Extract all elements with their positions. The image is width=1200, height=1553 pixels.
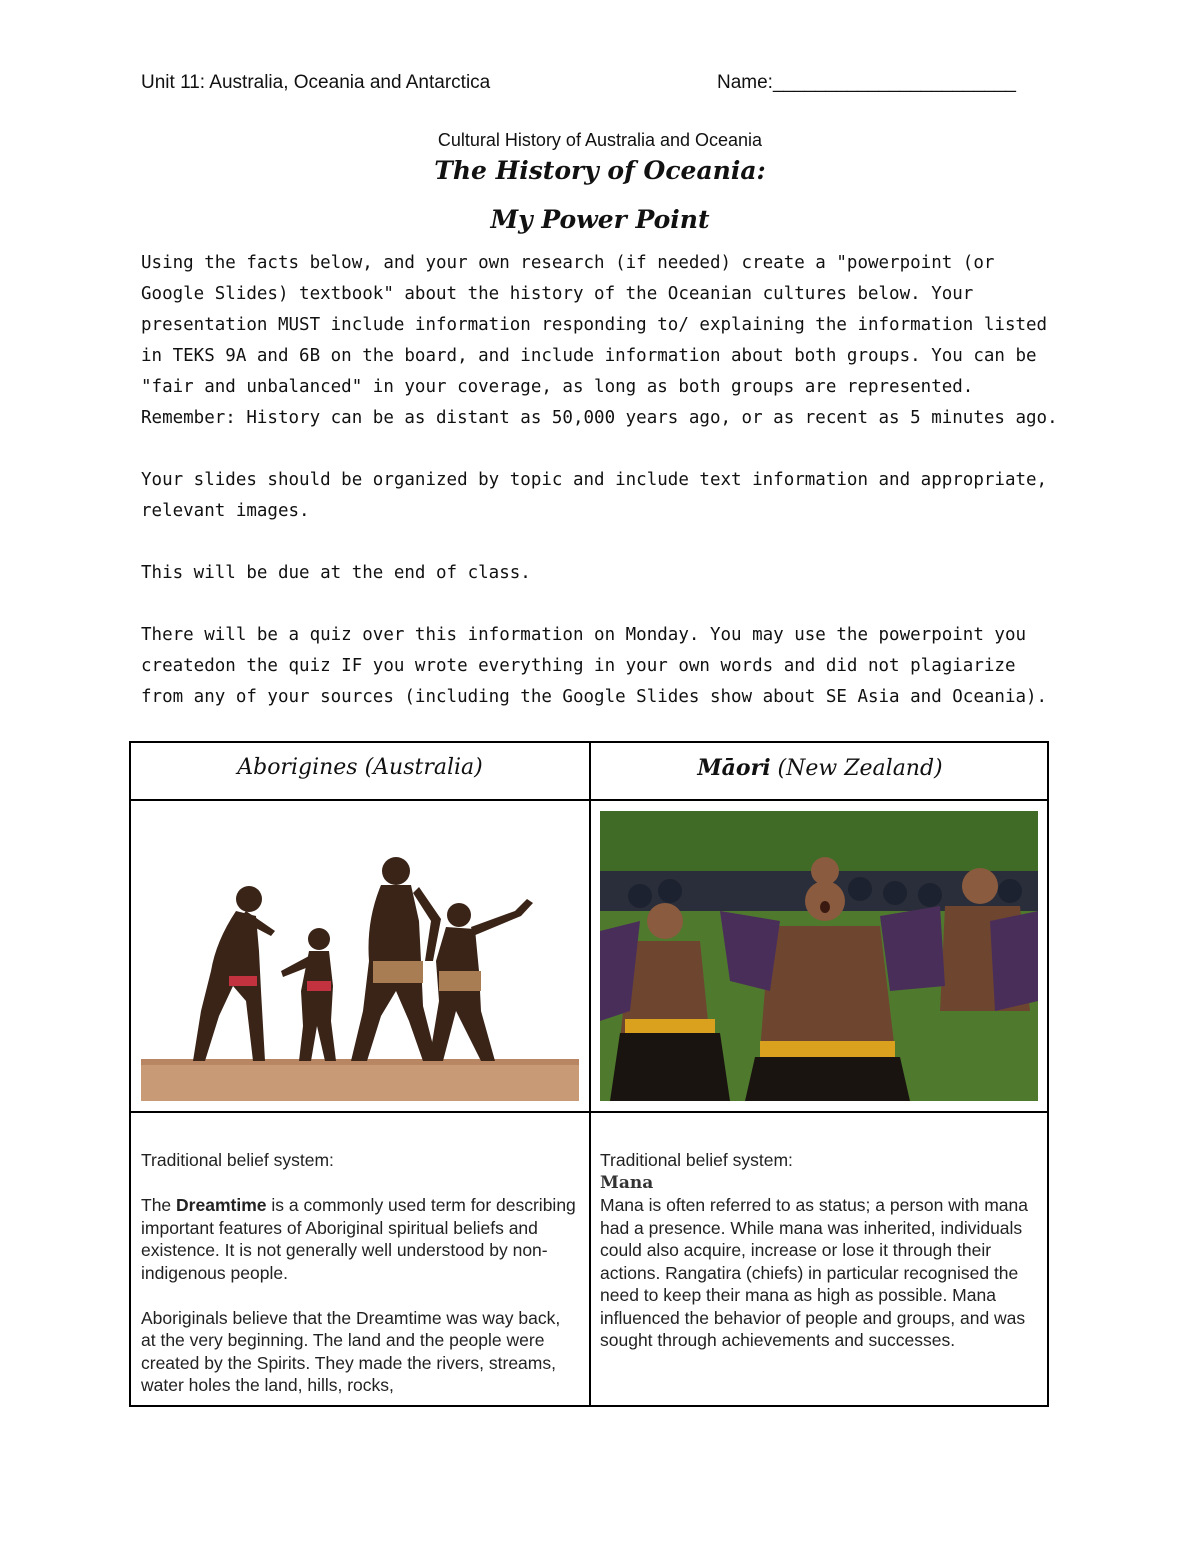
maori-haka-photo bbox=[600, 811, 1038, 1101]
document-title: The History of Oceania: bbox=[434, 156, 766, 185]
maori-heading-rest: (New Zealand) bbox=[770, 756, 943, 781]
instructions-paragraph-3: This will be due at the end of class. bbox=[141, 563, 531, 583]
dreamtime-term: Dreamtime bbox=[176, 1195, 267, 1215]
table-divider-images bbox=[131, 1111, 1047, 1113]
aborigines-belief-label: Traditional belief system: bbox=[141, 1150, 334, 1170]
aboriginal-dancers-photo bbox=[141, 811, 579, 1101]
instructions-paragraph-2: Your slides should be organized by topic and include text information and appropriate, relevant images. bbox=[141, 470, 1048, 521]
unit-header: Unit 11: Australia, Oceania and Antarctica bbox=[141, 72, 491, 93]
document-subtitle: Cultural History of Australia and Oceania bbox=[437, 130, 763, 150]
column-heading-aborigines: Aborigines (Australia) bbox=[237, 755, 483, 780]
instructions-paragraph-1: Using the facts below, and your own research (if needed) create a "powerpoint (or Google Slides) textbook" about the history of the Oceanian cultures below. Your presentation MUST include information responding to/ explaining the information listed in TEKS 9A and 6B on the board, and include information about both groups. You can be "fair and unbalanced" in your coverage, as long as both groups are represented. Remember: History can be as distant as 50,000 years ago, or as recent as 5 minutes ago. bbox=[141, 253, 1058, 428]
document-title-line2: My Power Point bbox=[490, 205, 710, 234]
table-divider-vertical bbox=[589, 743, 591, 1405]
aborigines-paragraph-1 bbox=[141, 1194, 579, 1284]
aborigines-paragraph-2: Aboriginals believe that the Dreamtime was way back, at the very beginning. The land and the people were created by the Spirits. They made the rivers, streams, water holes the land, hills, rocks, bbox=[141, 1307, 561, 1395]
dreamtime-definition: is a commonly used term for describing important features of Aboriginal spiritual beliefs and existence. It is not generally well understood by non-indigenous people. bbox=[141, 1195, 576, 1283]
maori-belief-label: Traditional belief system: bbox=[600, 1150, 793, 1170]
mana-term: Mana bbox=[600, 1172, 654, 1193]
maori-paragraph-1: Mana is often referred to as status; a person with mana had a presence. While mana was inherited, individuals could also acquire, increase or lose it through their actions. Rangatira (chiefs) in particular recognised the need to keep their mana as high as possible. Mana influenced the behavior of people and groups, and was sought through achievements and successes. bbox=[600, 1195, 1028, 1350]
maori-heading-bold: Māori bbox=[697, 755, 771, 781]
column-heading-maori bbox=[591, 755, 1049, 781]
aborigines-description bbox=[141, 1149, 579, 1419]
table-divider-header bbox=[131, 799, 1047, 801]
comparison-table bbox=[129, 741, 1049, 1407]
instructions-paragraph-4: There will be a quiz over this information on Monday. You may use the powerpoint you createdon the quiz IF you wrote everything in your own words and did not plagiarize from any of your sources (including the Google Slides show about SE Asia and Oceania). bbox=[141, 625, 1048, 707]
maori-description bbox=[600, 1149, 1038, 1352]
dreamtime-prefix: The bbox=[141, 1195, 177, 1215]
instructions bbox=[141, 248, 1066, 744]
name-field: Name:_______________________ bbox=[717, 72, 1016, 93]
